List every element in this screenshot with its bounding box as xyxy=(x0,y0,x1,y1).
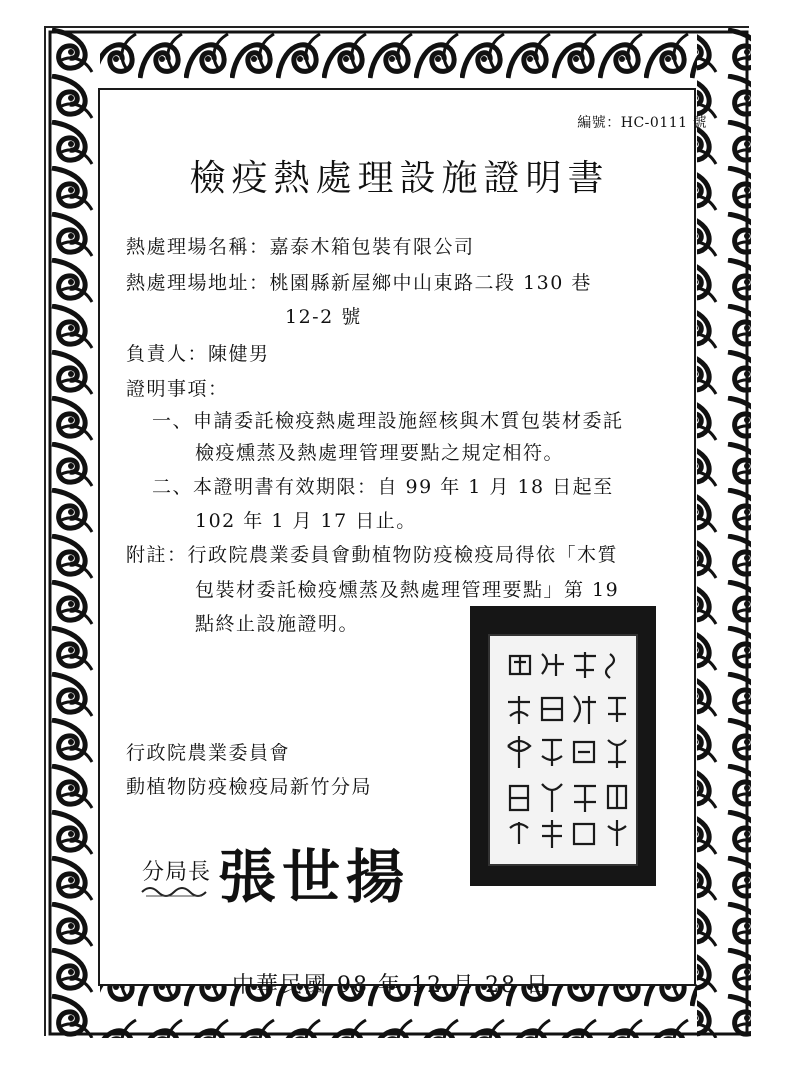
official-seal xyxy=(470,606,656,886)
note-line: 包裝材委託檢疫燻蒸及熱處理管理要點」第 19 xyxy=(195,579,620,601)
item-line: 一、申請委託檢疫熱處理設施經核與木質包裝材委託 xyxy=(152,410,624,432)
document-number: 編號：HC-0111 號 xyxy=(577,115,707,131)
item-line: 二、本證明書有效期限：自 99 年 1 月 18 日起至 xyxy=(152,476,614,498)
seal-script-icon xyxy=(470,606,656,886)
responsible-person-line: 負責人：陳健男 xyxy=(126,343,270,365)
director-name-stamp: 張世揚 xyxy=(218,843,411,911)
issuer-line: 行政院農業委員會 xyxy=(126,742,291,764)
certificate-title: 檢疫熱處理設施證明書 xyxy=(189,158,610,199)
note-line: 點終止設施證明。 xyxy=(195,613,360,635)
director-title: 分局長 xyxy=(142,860,212,885)
facility-name-line: 熱處理場名稱：嘉泰木箱包裝有限公司 xyxy=(126,236,475,258)
item-line: 102 年 1 月 17 日止。 xyxy=(195,510,417,532)
items-heading: 證明事項： xyxy=(126,378,229,400)
facility-address-line-2: 12-2 號 xyxy=(285,306,362,328)
item-line: 檢疫燻蒸及熱處理管理要點之規定相符。 xyxy=(195,442,565,464)
facility-address-line-1: 熱處理場地址：桃園縣新屋鄉中山東路二段 130 巷 xyxy=(126,272,592,294)
issue-date: 中華民國 98 年 12 月 28 日 xyxy=(232,973,550,998)
note-line: 附註：行政院農業委員會動植物防疫檢疫局得依「木質 xyxy=(126,544,619,566)
issuer-line: 動植物防疫檢疫局新竹分局 xyxy=(126,776,373,798)
